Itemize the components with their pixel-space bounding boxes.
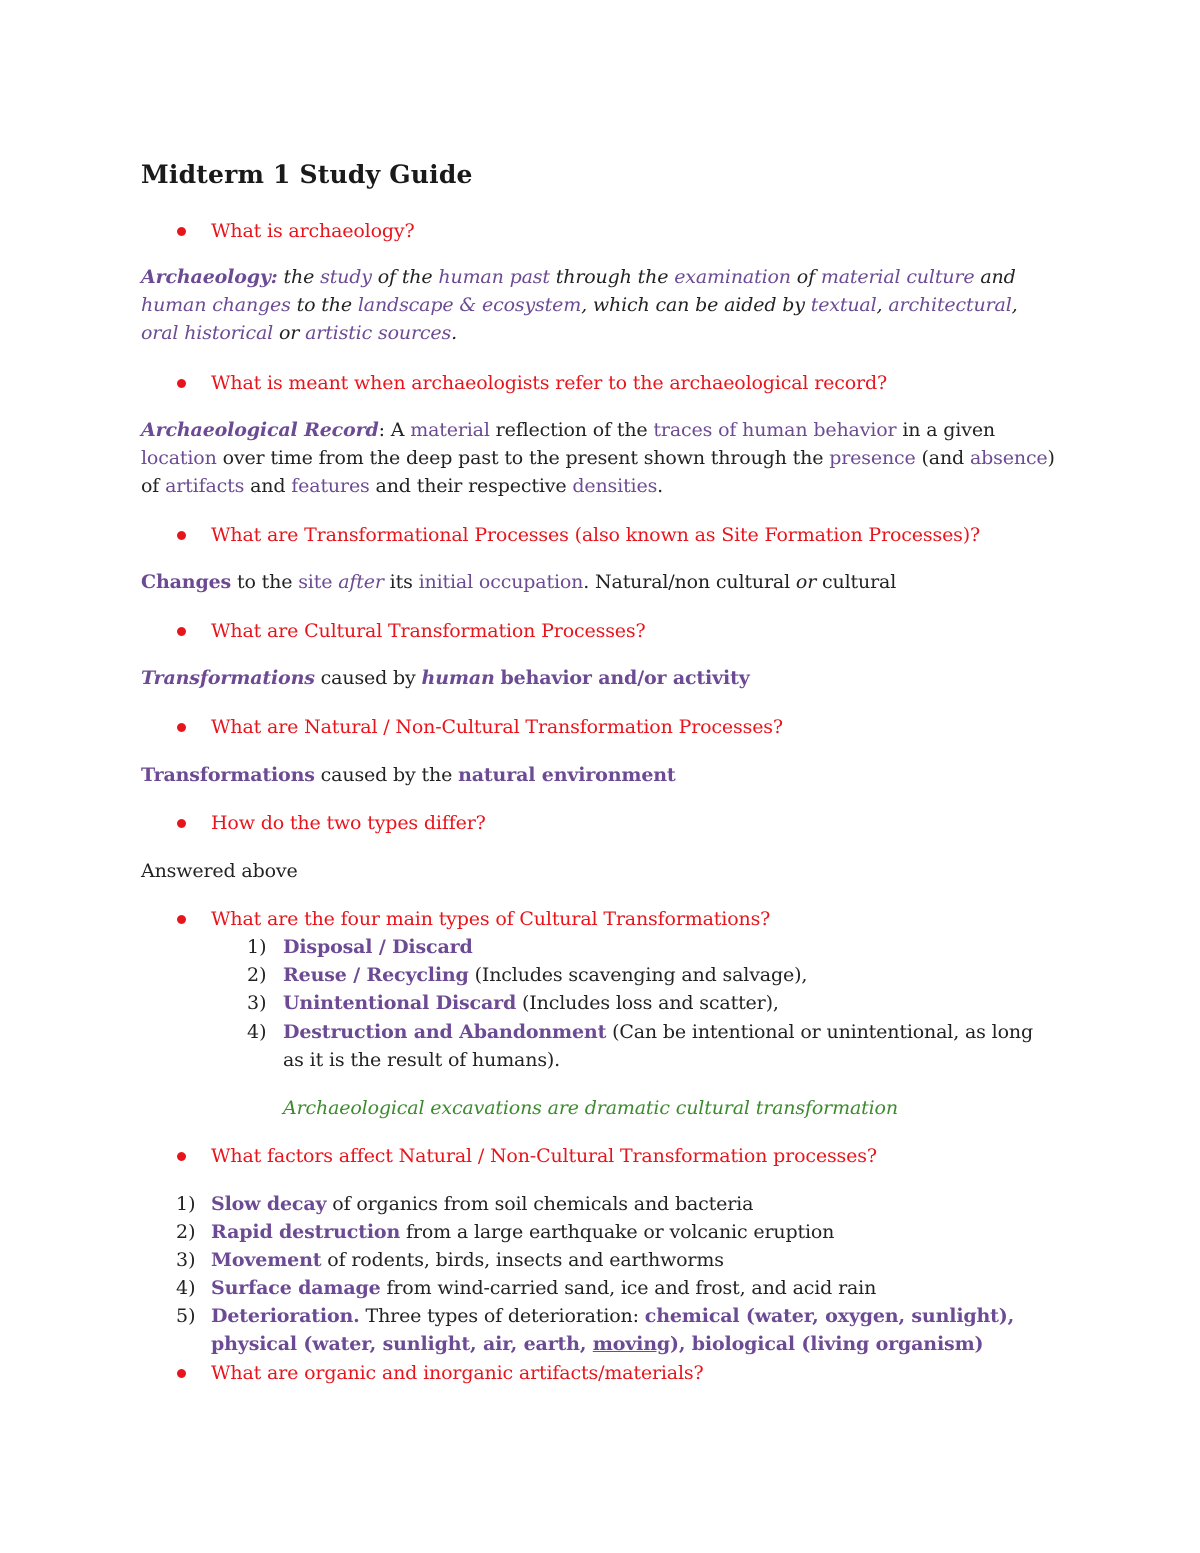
text: from wind-carried sand, ice and frost, and acid rain	[380, 1277, 877, 1299]
natural-answer	[141, 761, 676, 789]
bullet-icon	[177, 379, 186, 388]
keyword-landscape: landscape & ecosystem	[357, 294, 582, 316]
natural-factor-item	[211, 1218, 834, 1246]
text: of	[141, 475, 166, 497]
list-number: 4)	[247, 1021, 267, 1043]
keyword-architectural: architectural	[888, 294, 1012, 316]
question-natural-factors: What factors affect Natural / Non-Cultural Transformation processes?	[211, 1145, 877, 1167]
text: Three types of deterioration:	[359, 1305, 645, 1327]
text: . Natural/non cultural	[583, 571, 796, 593]
keyword-artistic-sources: artistic sources	[305, 322, 452, 344]
cultural-type-item	[283, 989, 779, 1017]
keyword-human: human	[421, 667, 495, 689]
text: of the	[371, 266, 439, 288]
changes-answer	[141, 568, 896, 596]
question-four-cultural-types: What are the four main types of Cultural Transformations?	[211, 908, 771, 930]
answered-above: Answered above	[141, 860, 298, 882]
keyword-absence: absence	[969, 447, 1048, 469]
keyword-textual: textual	[810, 294, 877, 316]
text: of rodents, birds, insects and earthworms	[321, 1249, 724, 1271]
text: in a given	[896, 419, 996, 441]
cultural-type-item-continued: as it is the result of humans).	[283, 1049, 561, 1071]
text: ,	[876, 294, 889, 316]
text: to the	[290, 294, 358, 316]
text: .	[657, 475, 664, 497]
text: from a large earthquake or volcanic eruption	[400, 1221, 835, 1243]
keyword: Disposal / Discard	[283, 936, 473, 958]
keyword-material: material	[410, 419, 490, 441]
bullet-icon	[177, 819, 186, 828]
keyword-after: after	[338, 571, 384, 593]
keyword-densities: densities	[572, 475, 658, 497]
keyword-study: study	[320, 266, 372, 288]
text: cultural	[816, 571, 897, 593]
keyword-changes: Changes	[141, 571, 232, 593]
keyword-biological: biological (living organism)	[691, 1333, 984, 1355]
archaeology-definition-line-1	[141, 263, 1016, 291]
keyword-physical: physical (water, sunlight, air, earth,	[211, 1333, 593, 1355]
keyword: Unintentional Discard	[283, 992, 517, 1014]
deterioration-item-continued	[211, 1330, 983, 1358]
deterioration-item	[211, 1302, 1014, 1330]
text: over time from the deep past to the present shown through the	[216, 447, 830, 469]
keyword: Reuse / Recycling	[283, 964, 469, 986]
question-organic-inorganic: What are organic and inorganic artifacts/materials?	[211, 1362, 704, 1384]
question-cultural-transformation: What are Cultural Transformation Processes?	[211, 620, 646, 642]
text: ),	[670, 1333, 692, 1355]
text: caused by the	[314, 764, 459, 786]
question-two-types-differ: How do the two types differ?	[211, 812, 486, 834]
record-definition-line-3	[141, 472, 663, 500]
keyword-natural-environment: natural environment	[458, 764, 676, 786]
record-definition-line-2	[141, 444, 1055, 472]
bullet-icon	[177, 915, 186, 924]
text: and	[974, 266, 1016, 288]
natural-factor-item	[211, 1274, 876, 1302]
keyword-transformations: Transformations	[141, 667, 315, 689]
term-archaeology: Archaeology:	[141, 266, 278, 288]
archaeology-definition-line-2	[141, 291, 1018, 319]
cultural-type-item	[283, 933, 473, 961]
text: (Can be intentional or unintentional, as long	[606, 1021, 1033, 1043]
keyword-presence: presence	[829, 447, 916, 469]
keyword-human-changes: human changes	[141, 294, 291, 316]
list-number: 2)	[247, 964, 267, 986]
natural-factor-item	[211, 1246, 724, 1274]
keyword-moving: moving	[592, 1333, 671, 1355]
question-transformational-processes: What are Transformational Processes (also known as Site Formation Processes)?	[211, 524, 981, 546]
list-number: 2)	[176, 1221, 196, 1243]
text: : A	[378, 419, 411, 441]
cultural-type-item	[283, 1018, 1033, 1046]
text: through the	[549, 266, 675, 288]
text: or	[273, 322, 306, 344]
keyword-transformations: Transformations	[141, 764, 315, 786]
bullet-icon	[177, 1152, 186, 1161]
natural-factor-item	[211, 1190, 753, 1218]
keyword-site: site	[298, 571, 333, 593]
text: ,	[1011, 294, 1018, 316]
cultural-type-item	[283, 961, 807, 989]
keyword: Rapid destruction	[211, 1221, 401, 1243]
text: of organics from soil chemicals and bacteria	[326, 1193, 754, 1215]
record-definition-line-1	[141, 416, 995, 444]
term-archaeological-record: Archaeological Record	[141, 419, 379, 441]
text: (Includes scavenging and salvage),	[468, 964, 808, 986]
text: (and	[915, 447, 970, 469]
archaeology-definition-line-3	[141, 319, 457, 347]
text: to the	[231, 571, 299, 593]
keyword-traces: traces of human behavior	[653, 419, 897, 441]
cultural-answer	[141, 664, 750, 692]
bullet-icon	[177, 1369, 186, 1378]
keyword-behavior: behavior and/or activity	[500, 667, 750, 689]
keyword-artifacts: artifacts	[165, 475, 245, 497]
keyword-features: features	[291, 475, 370, 497]
keyword-oral-historical: oral historical	[141, 322, 274, 344]
text: caused by	[314, 667, 422, 689]
text: and their respective	[369, 475, 573, 497]
bullet-icon	[177, 531, 186, 540]
keyword: Slow decay	[211, 1193, 327, 1215]
keyword: Surface damage	[211, 1277, 381, 1299]
list-number: 4)	[176, 1277, 196, 1299]
text: and	[244, 475, 292, 497]
text: the	[277, 266, 321, 288]
question-archaeological-record: What is meant when archaeologists refer to the archaeological record?	[211, 372, 888, 394]
text: (Includes loss and scatter),	[516, 992, 779, 1014]
list-number: 5)	[176, 1305, 196, 1327]
keyword: Movement	[211, 1249, 322, 1271]
keyword-material-culture: material culture	[820, 266, 975, 288]
bullet-icon	[177, 723, 186, 732]
keyword-examination: examination	[674, 266, 791, 288]
bullet-icon	[177, 227, 186, 236]
list-number: 1)	[176, 1193, 196, 1215]
text: reflection of the	[489, 419, 654, 441]
excavation-note: Archaeological excavations are dramatic cultural transformation	[283, 1097, 898, 1119]
list-number: 3)	[176, 1249, 196, 1271]
text: )	[1047, 447, 1055, 469]
page-title: Midterm 1 Study Guide	[141, 160, 473, 189]
text: its	[383, 571, 419, 593]
keyword-chemical: chemical (water, oxygen, sunlight),	[644, 1305, 1015, 1327]
keyword: Destruction and Abandonment	[283, 1021, 607, 1043]
keyword-deterioration: Deterioration.	[211, 1305, 360, 1327]
text: of	[790, 266, 821, 288]
keyword-human-past: human past	[438, 266, 550, 288]
keyword-location: location	[141, 447, 217, 469]
question-natural-transformation: What are Natural / Non-Cultural Transformation Processes?	[211, 716, 783, 738]
list-number: 1)	[247, 936, 267, 958]
question-what-is-archaeology: What is archaeology?	[211, 220, 415, 242]
text: .	[451, 322, 457, 344]
text-or: or	[795, 571, 817, 593]
bullet-icon	[177, 627, 186, 636]
text: , which can be aided by	[581, 294, 811, 316]
keyword-initial-occupation: initial occupation	[418, 571, 584, 593]
list-number: 3)	[247, 992, 267, 1014]
